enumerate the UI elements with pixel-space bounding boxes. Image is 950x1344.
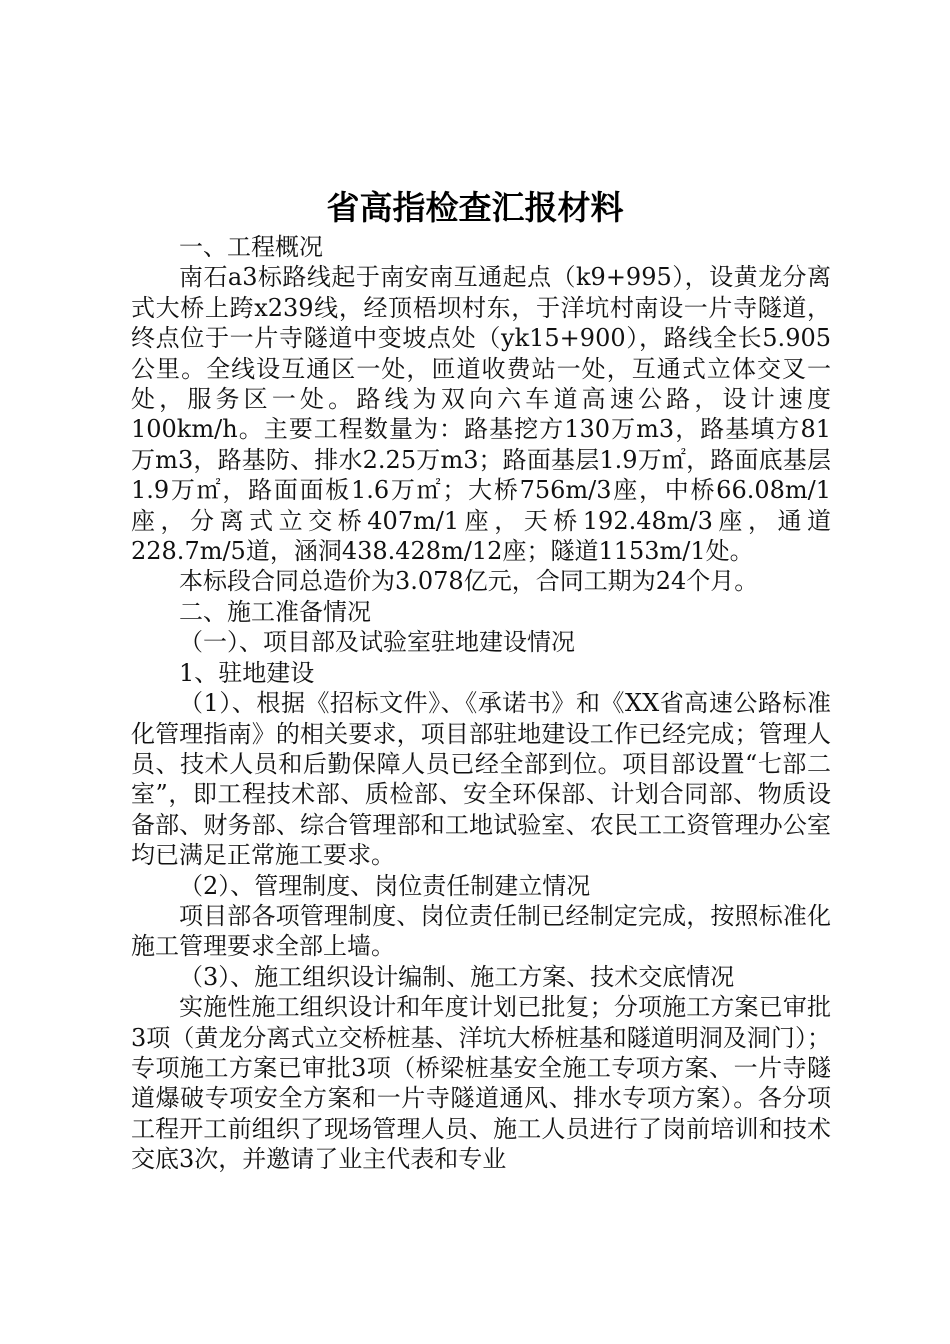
paragraph-project-overview: 南石a3标路线起于南安南互通起点（k9+995），设黄龙分离式大桥上跨x239线，经顶梧坝村东，于洋坑村南设一片寺隧道，终点位于一片寺隧道中变坡点处（yk15+900），路线全长5.905公里。全线设互通区一处，匝道收费站一处，互通式立体交叉一处，服务区一处。路线为双向六车道高速公路，设计速度100km/h。主要工程数量为：路基挖方130万m3，路基填方81万m3，路基防、排水2.25万m3；路面基层1.9万㎡，路面底基层1.9万㎡，路面面板1.6万㎡；大桥756m/3座，中桥66.08m/1座，分离式立交桥407m/1座，天桥192.48m/3座，通道228.7m/5道，涵洞438.428m/12座；隧道1153m/1处。 bbox=[131, 263, 831, 566]
item-heading-construction-plan: （3）、施工组织设计编制、施工方案、技术交底情况 bbox=[179, 962, 735, 991]
paragraph-station-construction: （1）、根据《招标文件》、《承诺书》和《XX省高速公路标准化管理指南》的相关要求，项目部驻地建设工作已经完成；管理人员、技术人员和后勤保障人员已经全部到位。项目部设置“七部二室”，即工程技术部、质检部、安全环保部、计划合同部、物质设备部、财务部、综合管理部和工地试验室、农民工工资管理办公室均已满足正常施工要求。 bbox=[131, 689, 831, 870]
subsection-heading-station: （一）、项目部及试验室驻地建设情况 bbox=[179, 628, 575, 657]
item-heading-management-system: （2）、管理制度、岗位责任制建立情况 bbox=[179, 871, 591, 900]
paragraph-contract-cost: 本标段合同总造价为3.078亿元，合同工期为24个月。 bbox=[179, 567, 759, 596]
section-heading-preparation: 二、施工准备情况 bbox=[179, 597, 371, 626]
document-title: 省高指检查汇报材料 bbox=[326, 188, 624, 227]
document-body bbox=[131, 232, 831, 1175]
item-heading-station-construction: 1、驻地建设 bbox=[179, 658, 315, 687]
paragraph-construction-plan: 实施性施工组织设计和年度计划已批复；分项施工方案已审批3项（黄龙分离式立交桥桩基、洋坑大桥桩基和隧道明洞及洞门）；专项施工方案已审批3项（桥梁桩基安全施工专项方案、一片寺隧道爆破专项安全方案和一片寺隧道通风、排水专项方案）。各分项工程开工前组织了现场管理人员、施工人员进行了岗前培训和技术交底3次，并邀请了业主代表和专业 bbox=[131, 993, 831, 1174]
section-heading-overview: 一、工程概况 bbox=[179, 233, 323, 261]
paragraph-management-system: 项目部各项管理制度、岗位责任制已经制定完成，按照标准化施工管理要求全部上墙。 bbox=[131, 901, 831, 961]
